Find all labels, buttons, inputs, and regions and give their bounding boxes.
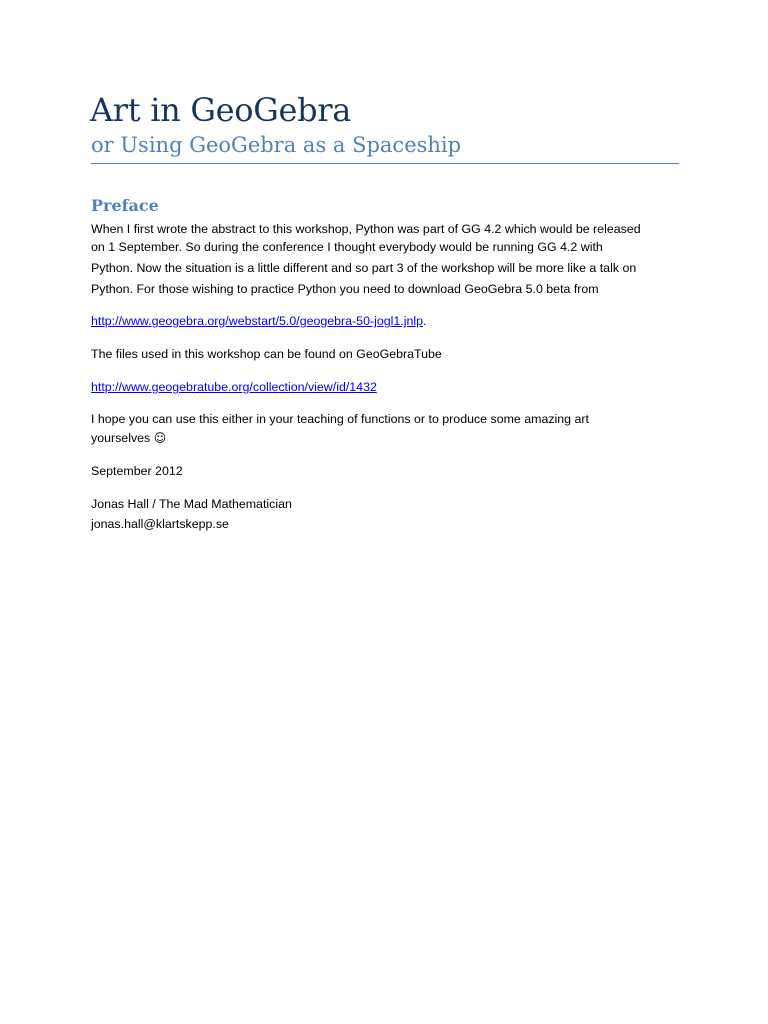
smiley-icon: ☺ [153, 431, 167, 445]
geogebratube-collection-link[interactable]: http://www.geogebratube.org/collection/view/id/1432 [91, 380, 377, 394]
link2-paragraph [91, 377, 377, 398]
link1-paragraph [91, 311, 426, 332]
title-divider [91, 163, 679, 164]
preface-line-3: Python. Now the situation is a little different and so part 3 of the workshop will be more like a talk on [91, 261, 637, 275]
document-title: Art in GeoGebra [90, 91, 352, 129]
hope-line-1: I hope you can use this either in your teaching of functions or to produce some amazing art [91, 412, 589, 426]
files-paragraph: The files used in this workshop can be found on GeoGebraTube [91, 347, 442, 361]
email-text: jonas.hall@klartskepp.se [91, 517, 229, 531]
author-text: Jonas Hall / The Mad Mathematician [91, 497, 292, 511]
document-subtitle: or Using GeoGebra as a Spaceship [91, 133, 462, 157]
preface-heading: Preface [91, 196, 159, 215]
preface-line-4: Python. For those wishing to practice Python you need to download GeoGebra 5.0 beta from [91, 282, 599, 296]
date-text: September 2012 [91, 464, 183, 478]
hope-line-2-text: yourselves [91, 431, 151, 445]
preface-line-1: When I first wrote the abstract to this workshop, Python was part of GG 4.2 which would be released [91, 222, 641, 236]
link1-suffix: . [423, 314, 427, 328]
preface-line-2: on 1 September. So during the conference I thought everybody would be running GG 4.2 with [91, 240, 603, 254]
geogebra-webstart-link[interactable]: http://www.geogebra.org/webstart/5.0/geogebra-50-jogl1.jnlp [91, 314, 423, 328]
hope-line-2 [91, 428, 166, 449]
